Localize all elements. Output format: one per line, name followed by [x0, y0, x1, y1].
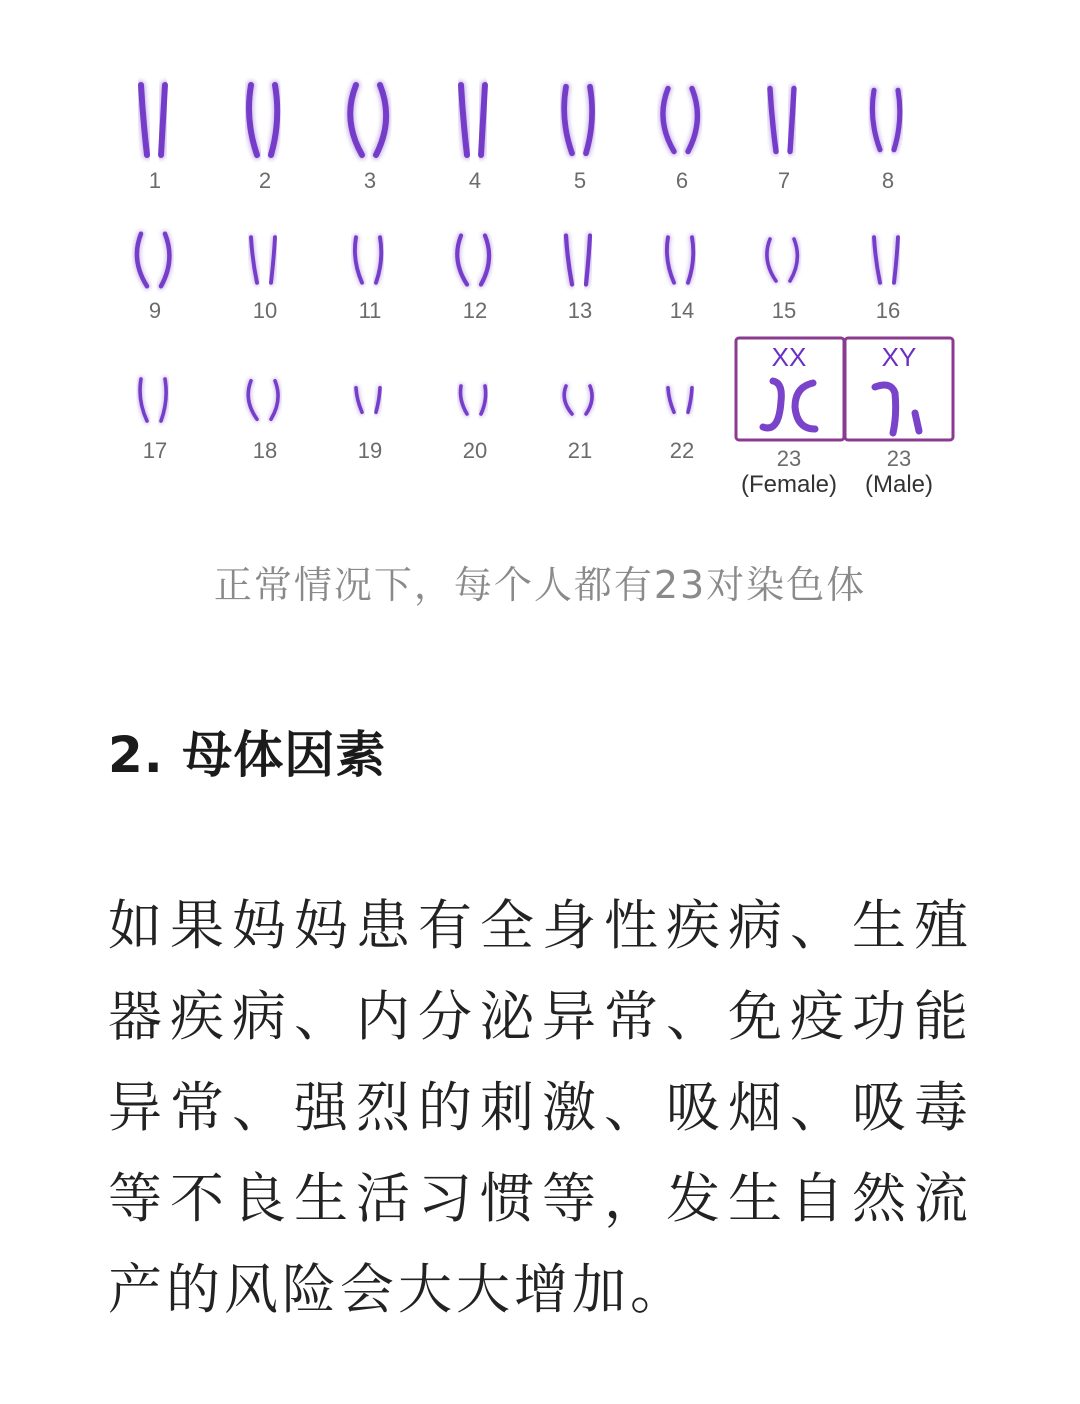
chromosome-pair	[767, 239, 797, 281]
sex-chromosome-box	[736, 338, 844, 498]
chromosome-pair	[872, 90, 899, 150]
chromosome-number-label: 15	[771, 298, 797, 323]
chromosome-number-label: 3	[363, 168, 377, 193]
chromosome-pair	[356, 388, 380, 413]
chromosome-pair	[461, 85, 485, 155]
chromosome-pair	[251, 237, 275, 283]
chromosome-pair	[350, 85, 386, 155]
chromosome-number-label: 20	[462, 438, 488, 463]
chromosome-pair	[457, 236, 489, 285]
chromosome-pair	[874, 237, 898, 283]
section-paragraph: 如果妈妈患有全身性疾病、生殖器疾病、内分泌异常、免疫功能异常、强烈的刺激、吸烟、吸毒等不良生活习惯等，发生自然流产的风险会大大增加。	[108, 894, 972, 1321]
chromosome-number-label: 5	[573, 168, 587, 193]
chromosome-pair	[566, 236, 590, 285]
chromosome-number-label: 6	[675, 168, 689, 193]
chromosome-number-label: 14	[669, 298, 695, 323]
karyotype-figure	[108, 60, 972, 520]
chromosome-pair	[667, 237, 693, 283]
figure-caption: 正常情况下，每个人都有23对染色体	[213, 563, 867, 607]
sex-chromosome-type: XY	[881, 342, 917, 372]
chromosome-number-label: 1	[148, 168, 162, 193]
chromosome-number-label: 4	[468, 168, 482, 193]
chromosome-number-label: 2	[258, 168, 272, 193]
chromosome-number-label: 17	[142, 438, 168, 463]
chromosome-number-label: 21	[567, 438, 593, 463]
chromosome-pair	[248, 381, 278, 420]
chromosome-pair	[460, 386, 485, 414]
chromosome-number-label: 18	[252, 438, 278, 463]
chromosome-number-label: 7	[777, 168, 791, 193]
chromosome-pair	[141, 85, 165, 155]
sex-chromosome-type: XX	[771, 342, 807, 372]
chromosome-number-label: 16	[875, 298, 901, 323]
chromosome-pair	[249, 85, 277, 155]
chromosome-number-label: 9	[148, 298, 162, 323]
sex-label: (Female)	[740, 471, 838, 498]
chromosome-number-label: 13	[567, 298, 593, 323]
chromosome-number-label: 8	[881, 168, 895, 193]
chromosome-pair	[564, 386, 592, 414]
chromosome-number-label: 12	[462, 298, 488, 323]
chromosome-number-label: 11	[358, 298, 382, 323]
chromosome-pair	[663, 89, 698, 152]
chromosome-pair	[770, 89, 794, 152]
section-heading: 2. 母体因素	[108, 726, 387, 784]
chromosome-pair	[668, 388, 692, 413]
chromosome-number-label: 22	[669, 438, 695, 463]
chromosome-pair	[140, 379, 166, 421]
chromosome-pair	[137, 234, 169, 287]
chromosome-pair	[564, 87, 592, 154]
chromosome-number-label: 19	[357, 438, 383, 463]
chromosome-number-label: 23	[886, 446, 912, 471]
sex-label: (Male)	[864, 471, 934, 498]
chromosome-number-label: 10	[252, 298, 278, 323]
chromosome-number-label: 23	[776, 446, 802, 471]
sex-chromosome-box	[845, 338, 953, 498]
chromosome-pair	[355, 237, 381, 283]
